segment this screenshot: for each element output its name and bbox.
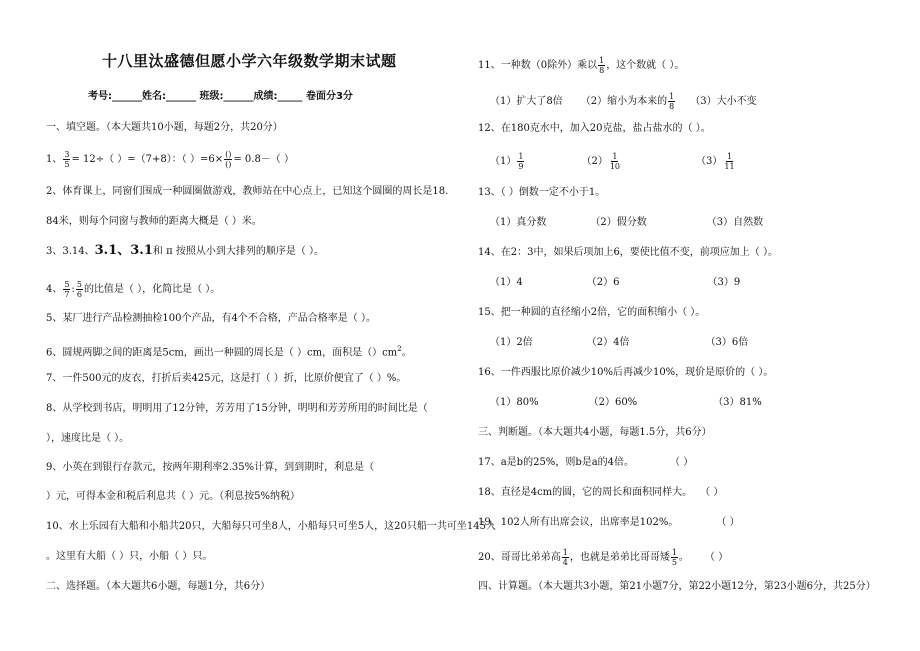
fraction: $\frac{5}{7}$: [64, 280, 70, 299]
answer-paren: （ ）: [716, 517, 740, 528]
question-3: 3、3.14、3.1、3.1和 π 按照从小到大排列的顺序是（ ）。: [46, 243, 324, 258]
student-info-line: 考号:______姓名:______ 班级:______成绩:_____ 卷面分3分: [88, 91, 353, 102]
question-10-line1: 10、水上乐园有大船和小船共20只，大船每只可坐8人，小船每只可坐5人，这20只船一共可坐145人: [46, 521, 496, 532]
section-fill-blank-heading: 一、填空题。（本大题共10小题，每题2分，共20分）: [46, 122, 283, 133]
question-15: 15、把一种圆的直径缩小2倍，它的面积缩小（ ）。: [478, 307, 706, 318]
fraction: $\frac{1}{8}$: [599, 56, 605, 75]
fraction: $\frac{3}{5}$: [64, 150, 70, 169]
question-15-options: （1）2倍 （2）4倍 （3）6倍: [490, 337, 749, 348]
option-3: （3）大小不变: [690, 96, 757, 107]
question-8-line1: 8、从学校到书店，明明用了12分钟，芳芳用了15分钟，明明和芳芳所用的时间比是（: [46, 403, 428, 414]
answer-paren: （ ）: [704, 552, 729, 563]
fraction: $\frac{5}{6}$: [76, 280, 82, 299]
question-2-line2: 84米，则每个同窗与教师的距离大概是（ ）米。: [46, 216, 262, 227]
question-20: 20、哥哥比弟弟高 $\frac{1}{4}$ ，也就是弟弟比哥哥矮 $\frac{1}{5}$ 。 （ ）: [478, 548, 729, 567]
question-2-line1: 2、体育课上，同窗们围成一种圆圈做游戏，教师站在中心点上，已知这个圆圈的周长是18.: [46, 186, 449, 197]
option-2: （2）缩小为本来的: [580, 96, 668, 107]
section-choice-heading: 二、选择题。（本大题共6小题，每题1分，共6分）: [46, 581, 271, 592]
question-12: 12、在180克水中，加入20克盐，盐占盐水的（ ）。: [478, 123, 711, 134]
fraction: $\frac{1}{11}$: [724, 152, 735, 171]
fraction: $\frac{1}{9}$: [518, 152, 524, 171]
repeating-decimal: 3.1: [94, 243, 118, 258]
answer-paren: （ ）: [700, 487, 724, 498]
section-judgement-heading: 三、判断题。（本大题共4小题，每题1.5分，共6分）: [478, 427, 712, 438]
question-14-options: （1）4 （2）6 （3）9: [490, 277, 741, 288]
question-17: 17、a是b的25%，则b是a的4倍。 （ ）: [478, 457, 694, 468]
exam-title: 十八里汰盛德但愿小学六年级数学期末试题: [102, 52, 397, 70]
question-7: 7、一件500元的皮衣，打折后卖425元，这是打（ ）折，比原价便宜了（ ）%。: [46, 373, 407, 384]
fraction: $\frac{1}{5}$: [671, 548, 677, 567]
question-4: 4、 $\frac{5}{7}$ : $\frac{5}{6}$ 的比值是（ ），化简比是（ ）。: [46, 280, 221, 299]
question-6: 6、圆规两脚之间的距离是5cm，画出一种圆的周长是（ ）cm，面积是$()cm^2$。: [46, 345, 412, 359]
question-1: 1、 $\frac{3}{5}$ = 12÷（ ）=（7+8）：（ ）=6× $\frac{()}{()}$ = 0.8－（ ）: [46, 150, 294, 169]
question-19: 19、102人所有出席会议，出席率是102%。 （ ）: [478, 517, 740, 528]
repeating-decimal: 、3.1: [117, 243, 153, 258]
question-12-options: （1） $\frac{1}{9}$ （2） $\frac{1}{10}$ （3） $\frac{1}{11}$: [490, 152, 735, 171]
question-9-line2: ）元，可得本金和税后利息共（ ）元。（利息按5%纳税）: [46, 491, 301, 502]
fraction: $\frac{1}{8}$: [669, 92, 675, 111]
fraction: $\frac{()}{()}$: [225, 150, 232, 169]
question-5: 5、某厂进行产品检测抽检100个产品，有4个不合格，产品合格率是（ ）。: [46, 313, 376, 324]
question-16: 16、一件西服比原价减少10%后再减少10%，现价是原价的（ ）。: [478, 367, 774, 378]
question-8-line2: ），速度比是（ ）。: [46, 433, 130, 444]
question-10-line2: 。这里有大船（ ）只，小船（ ）只。: [46, 551, 213, 562]
question-11: 11、一种数（0除外）乘以 $\frac{1}{8}$ ，这个数就（ ）。: [478, 56, 685, 75]
question-13: 13、（ ）倒数一定不小于1。: [478, 187, 606, 198]
fraction: $\frac{1}{10}$: [609, 152, 621, 171]
option-1: （1）扩大了8倍: [490, 96, 563, 107]
answer-paren: （ ）: [670, 457, 694, 468]
question-16-options: （1）80% （2）60% （3）81%: [490, 397, 762, 408]
question-11-options: [490, 92, 757, 111]
section-calculation-heading: 四、计算题。（本大题共3小题，第21小题7分，第22小题12分，第23小题6分，共25分）: [478, 581, 876, 592]
fraction: $\frac{1}{4}$: [562, 548, 568, 567]
question-13-options: （1）真分数 （2）假分数 （3）自然数: [490, 217, 764, 228]
question-18: 18、直径是4cm的圆，它的周长和面积同样大。 （ ）: [478, 487, 724, 498]
question-14: 14、在2：3中，如果后项加上6，要使比值不变，前项应加上（ ）。: [478, 247, 778, 258]
question-9-line1: 9、小英在到银行存款元，按两年期利率2.35%计算，到到期时，利息是（: [46, 462, 375, 473]
